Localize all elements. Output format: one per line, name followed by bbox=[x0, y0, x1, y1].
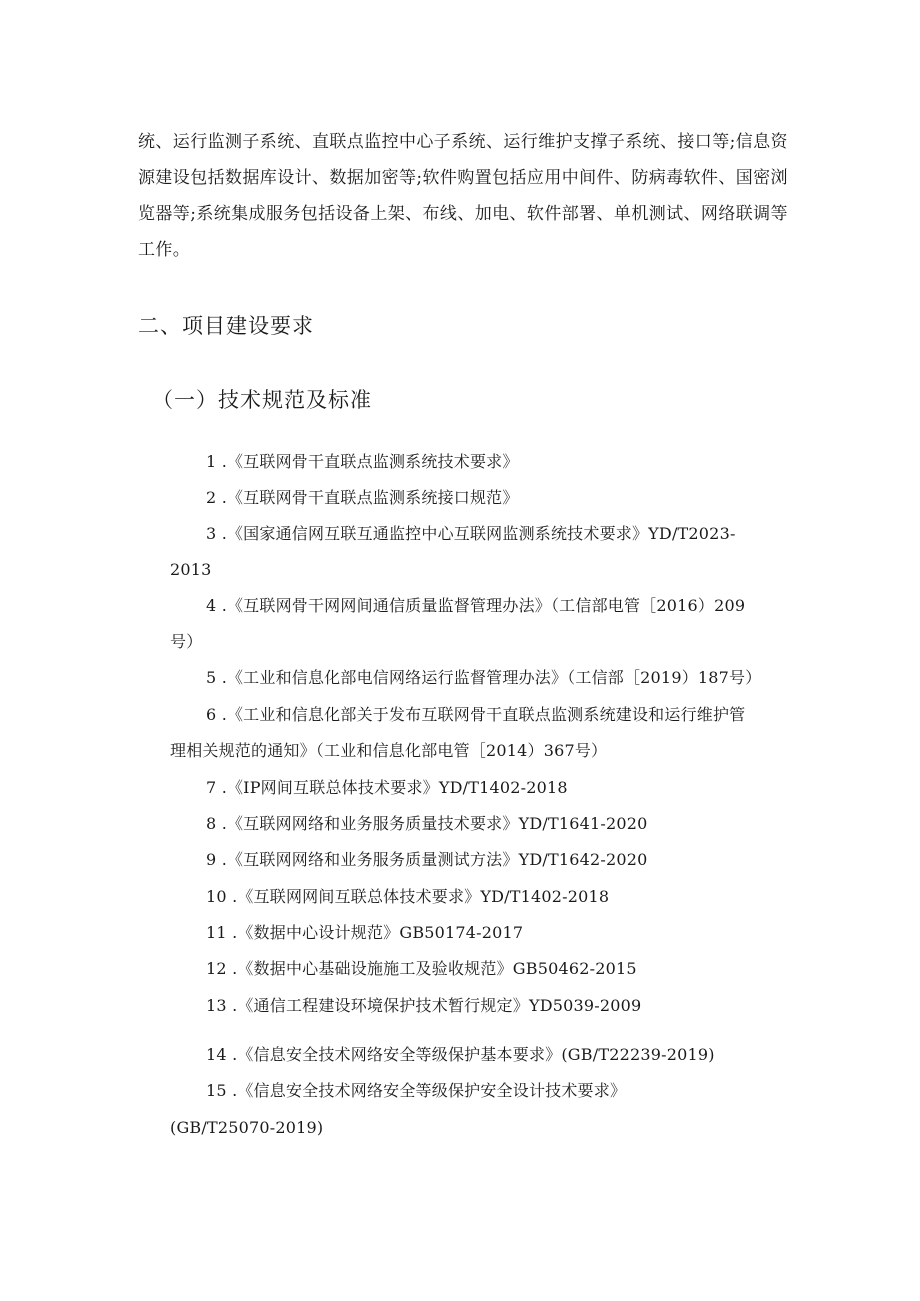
reference-text: .《IP网间互联总体技术要求》YD/T1402-2018 bbox=[221, 778, 568, 797]
intro-line-2: 源建设包括数据库设计、数据加密等;软件购置包括应用中间件、防病毒软件、国密浏 bbox=[138, 168, 788, 188]
reference-number: 2 bbox=[206, 488, 217, 507]
intro-paragraph bbox=[138, 124, 788, 268]
reference-item-5 bbox=[206, 660, 761, 696]
reference-item-13 bbox=[206, 988, 641, 1024]
reference-item-3 bbox=[170, 516, 736, 579]
reference-text: .《信息安全技术网络安全等级保护安全设计技术要求》 bbox=[232, 1081, 627, 1100]
reference-number: 10 bbox=[206, 887, 227, 906]
reference-text: .《工业和信息化部电信网络运行监督管理办法》（工信部［2019）187号） bbox=[221, 668, 762, 687]
reference-number: 6 bbox=[206, 705, 217, 724]
reference-continuation: 理相关规范的通知》（工业和信息化部电管［2014）367号） bbox=[170, 741, 608, 760]
reference-text: .《通信工程建设环境保护技术暂行规定》YD5039-2009 bbox=[232, 996, 642, 1015]
reference-text: .《数据中心基础设施施工及验收规范》GB50462-2015 bbox=[232, 959, 637, 978]
reference-item-14 bbox=[206, 1037, 715, 1073]
reference-item-12 bbox=[206, 951, 637, 987]
reference-text: .《国家通信网互联互通监控中心互联网监测系统技术要求》YD/T2023- bbox=[221, 524, 736, 543]
reference-number: 1 bbox=[206, 452, 217, 471]
reference-text: .《互联网网间互联总体技术要求》YD/T1402-2018 bbox=[232, 887, 610, 906]
reference-number: 5 bbox=[206, 668, 217, 687]
intro-line-3: 览器等;系统集成服务包括设备上架、布线、加电、软件部署、单机测试、网络联调等 bbox=[138, 204, 788, 224]
reference-continuation: 号） bbox=[170, 632, 203, 651]
reference-number: 15 bbox=[206, 1081, 227, 1100]
reference-number: 13 bbox=[206, 996, 227, 1015]
reference-number: 4 bbox=[206, 596, 217, 615]
reference-number: 9 bbox=[206, 850, 217, 869]
reference-item-1 bbox=[206, 444, 519, 480]
reference-text: .《互联网骨干网网间通信质量监督管理办法》（工信部电管［2016）209 bbox=[221, 596, 746, 615]
reference-item-11 bbox=[206, 915, 523, 951]
intro-line-1: 统、运行监测子系统、直联点监控中心子系统、运行维护支撑子系统、接口等;信息资 bbox=[138, 132, 788, 152]
reference-text: .《信息安全技术网络安全等级保护基本要求》(GB/T22239-2019) bbox=[232, 1045, 715, 1064]
reference-item-8 bbox=[206, 806, 647, 842]
reference-item-4 bbox=[170, 588, 746, 651]
reference-number: 8 bbox=[206, 814, 217, 833]
reference-item-9 bbox=[206, 842, 647, 878]
reference-item-6 bbox=[170, 697, 746, 760]
reference-number: 14 bbox=[206, 1045, 227, 1064]
subsection-title: （一）技术规范及标准 bbox=[152, 388, 372, 412]
reference-text: .《互联网骨干直联点监测系统接口规范》 bbox=[221, 488, 519, 507]
reference-number: 11 bbox=[206, 923, 227, 942]
intro-line-4: 工作。 bbox=[138, 240, 191, 260]
reference-number: 7 bbox=[206, 778, 217, 797]
reference-item-10 bbox=[206, 879, 609, 915]
reference-text: .《工业和信息化部关于发布互联网骨干直联点监测系统建设和运行维护管 bbox=[221, 705, 746, 724]
reference-number: 12 bbox=[206, 959, 227, 978]
reference-item-7 bbox=[206, 770, 568, 806]
reference-text: .《互联网网络和业务服务质量测试方法》YD/T1642-2020 bbox=[221, 850, 648, 869]
reference-text: .《互联网网络和业务服务质量技术要求》YD/T1641-2020 bbox=[221, 814, 648, 833]
reference-number: 3 bbox=[206, 524, 217, 543]
reference-text: .《数据中心设计规范》GB50174-2017 bbox=[232, 923, 524, 942]
reference-continuation: 2013 bbox=[170, 560, 212, 579]
reference-text: .《互联网骨干直联点监测系统技术要求》 bbox=[221, 452, 519, 471]
reference-continuation: (GB/T25070-2019) bbox=[170, 1118, 324, 1137]
reference-item-2 bbox=[206, 480, 519, 516]
section-title: 二、项目建设要求 bbox=[138, 314, 314, 338]
reference-item-15 bbox=[170, 1073, 627, 1137]
